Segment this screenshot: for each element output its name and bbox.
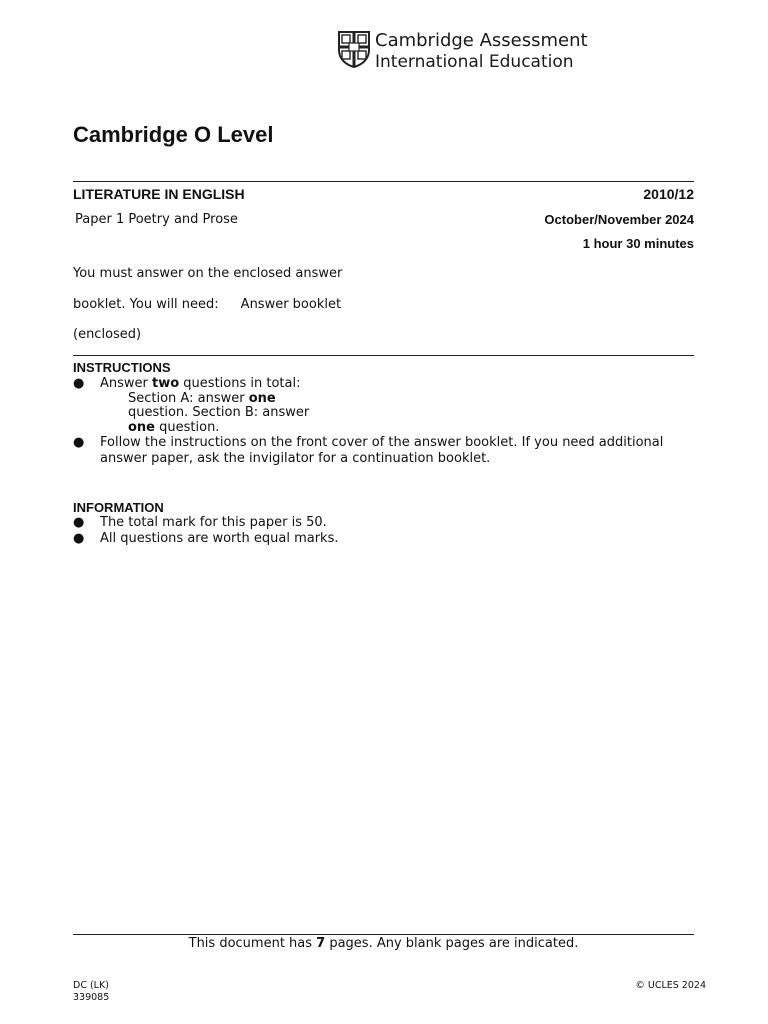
qualification-title: Cambridge O Level xyxy=(73,122,274,147)
paper-code: 2010/12 xyxy=(643,186,694,202)
page-count-notice: This document has 7 pages. Any blank pages are indicated. xyxy=(188,936,579,951)
bullet-icon: ● xyxy=(73,435,85,450)
instruction-item-1: Answer two questions in total: Section A: answer one question. Section B: answer one question. xyxy=(100,376,310,435)
paper-title: Paper 1 Poetry and Prose xyxy=(75,212,238,227)
divider-middle xyxy=(73,355,694,356)
bullet-icon: ● xyxy=(73,515,85,530)
exam-session: October/November 2024 xyxy=(544,212,694,227)
divider-top xyxy=(73,181,694,182)
reference-code: DC (LK) xyxy=(73,980,109,991)
logo-name: Cambridge Assessment xyxy=(375,30,588,51)
emphasis-two: two xyxy=(152,376,180,391)
emphasis-one-a: one xyxy=(248,390,276,406)
bullet-icon: ● xyxy=(73,376,85,391)
page-count: 7 xyxy=(316,936,326,951)
subject-title: LITERATURE IN ENGLISH xyxy=(73,186,245,202)
reference-number: 339085 xyxy=(73,992,110,1003)
materials-prefix: booklet. You will need: xyxy=(73,297,219,312)
information-item-1: The total mark for this paper is 50. xyxy=(100,515,327,530)
divider-bottom xyxy=(73,934,694,935)
document-reference xyxy=(73,980,109,1004)
information-heading: INFORMATION xyxy=(73,500,164,515)
information-item-2: All questions are worth equal marks. xyxy=(100,531,339,546)
materials-line-2 xyxy=(73,297,341,313)
instruction-item-2: Follow the instructions on the front cover of the answer booklet. If you need additional answer paper, ask the invigilator for a continuation booklet. xyxy=(100,435,664,466)
logo-subtitle: International Education xyxy=(375,52,574,72)
cambridge-logo xyxy=(337,30,587,70)
copyright: © UCLES 2024 xyxy=(635,980,706,991)
exam-duration: 1 hour 30 minutes xyxy=(582,236,694,251)
materials-item: Answer booklet xyxy=(240,297,342,312)
bullet-icon: ● xyxy=(73,531,85,546)
emphasis-one-b: one xyxy=(128,419,156,435)
shield-crest-icon xyxy=(337,30,371,68)
materials-line-3: (enclosed) xyxy=(73,327,142,342)
instructions-heading: INSTRUCTIONS xyxy=(73,360,171,375)
materials-line-1: You must answer on the enclosed answer xyxy=(73,266,343,281)
